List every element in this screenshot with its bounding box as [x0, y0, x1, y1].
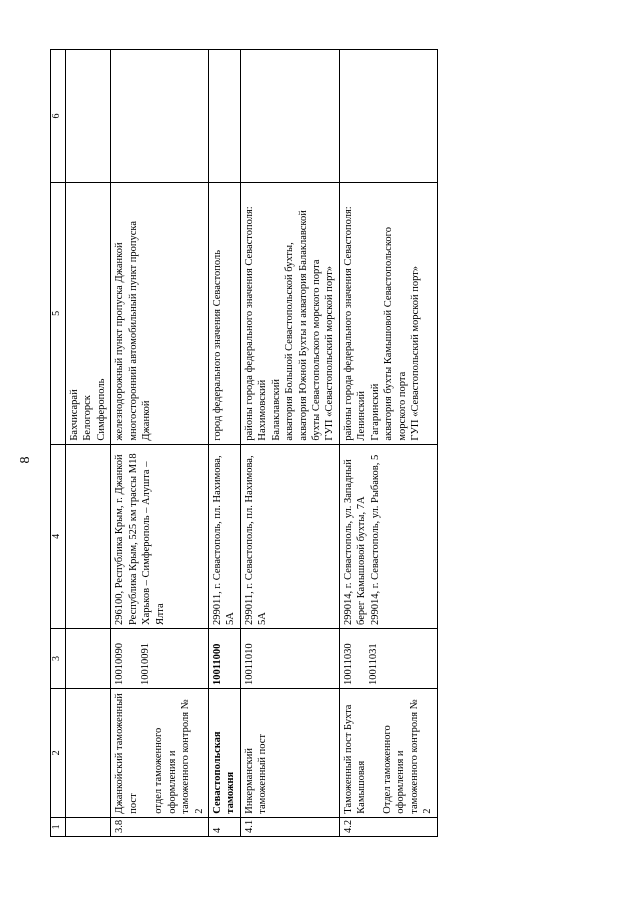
cell-name	[208, 689, 240, 818]
code-line: 10010091	[139, 643, 151, 686]
code-line: 10011030	[342, 643, 354, 686]
cell-address	[66, 444, 111, 628]
cell-address	[111, 444, 209, 628]
cell-note	[240, 50, 339, 183]
cell-num: 4.1	[240, 817, 339, 836]
cell-num: 3.8	[111, 817, 209, 836]
address-line: 299011, г. Севастополь, пл. Нахимова, 5А	[243, 455, 269, 626]
cell-area	[66, 183, 111, 445]
code-line: 10010090	[114, 643, 126, 686]
address-line: 296100, Республика Крым, г. Джанкой	[114, 454, 126, 626]
name-line: Таможенный пост Бухта Камышовая	[342, 704, 368, 814]
area-line: районы города федерального значения Севастополя:	[243, 206, 255, 441]
cell-code	[66, 629, 111, 689]
table-header-row	[51, 50, 66, 837]
table-row	[66, 50, 111, 837]
rotated-table-wrapper	[50, 49, 610, 837]
area-line: Гагаринский	[369, 383, 381, 441]
cell-code	[240, 629, 339, 689]
cell-area	[240, 183, 339, 445]
cell-name	[339, 689, 437, 818]
area-line: ГУП «Севастопольский морской порт»	[324, 265, 336, 441]
area-line: Ленинский	[356, 391, 368, 441]
cell-note	[66, 50, 111, 183]
cell-num: 4	[208, 817, 240, 836]
area-line: Бахчисарай	[69, 389, 80, 441]
name-line: Севастопольская таможня	[211, 731, 237, 814]
cell-address	[208, 444, 240, 628]
area-line: железнодорожный пункт пропуска Джанкой	[114, 242, 126, 441]
cell-code	[339, 629, 437, 689]
area-line: акватория бухты Камышовой Севастопольского морского порта	[383, 227, 408, 441]
table-row	[208, 50, 240, 837]
cell-address	[240, 444, 339, 628]
table-row	[339, 50, 437, 837]
cell-note	[208, 50, 240, 183]
cell-note	[339, 50, 437, 183]
header-col-6: 6	[51, 50, 66, 183]
area-line: ГУП «Севастопольский морской порт»	[410, 265, 422, 441]
cell-name	[240, 689, 339, 818]
header-col-4: 4	[51, 444, 66, 628]
cell-note	[111, 50, 209, 183]
area-line: город федерального значения Севастополь	[211, 249, 223, 441]
cell-code	[111, 629, 209, 689]
address-line: 299011, г. Севастополь, пл. Нахимова, 5А	[211, 455, 237, 626]
name-line: Джанкойский таможенный пост	[114, 693, 139, 814]
area-line: акватория Южной Бухты и акватория Балаклавской бухты Севастопольского морского порта	[297, 210, 322, 441]
address-line: 299014, г. Севастополь, ул. Западный берег Камышовой бухты, 7А	[342, 459, 368, 626]
area-line: районы города федерального значения Севастополя:	[342, 206, 354, 441]
area-line: Белогорск	[82, 395, 94, 441]
address-line: Республика Крым, 525 км трассы М18 Харьков – Симферополь – Алушта – Ялта	[127, 453, 166, 626]
table-row	[111, 50, 209, 837]
area-line: Симферополь	[95, 378, 107, 441]
header-col-1: 1	[51, 817, 66, 836]
cell-address	[339, 444, 437, 628]
code-line: 10011000	[211, 643, 223, 686]
code-line: 10011010	[243, 643, 255, 686]
cell-area	[208, 183, 240, 445]
address-line: 299014, г. Севастополь, ул. Рыбаков, 5	[369, 454, 381, 626]
header-col-2: 2	[51, 689, 66, 818]
name-line: Инкерманский таможенный пост	[243, 733, 269, 814]
cell-code	[208, 629, 240, 689]
cell-num	[66, 817, 111, 836]
area-line: Нахимовский	[257, 379, 269, 441]
area-line: акватория Большой Севастопольской бухты,	[284, 242, 296, 441]
cell-name	[111, 689, 209, 818]
cell-area	[111, 183, 209, 445]
header-col-3: 3	[51, 629, 66, 689]
area-line: многосторонний автомобильный пункт пропуска Джанкой	[127, 221, 153, 441]
name-line: отдел таможенного оформления и таможенного контроля № 2	[153, 699, 205, 814]
code-line: 10011031	[368, 643, 380, 686]
cell-num: 4.2	[339, 817, 437, 836]
page-number: 8	[18, 456, 33, 464]
cell-area	[339, 183, 437, 445]
name-line: Отдел таможенного оформления и таможенного контроля № 2	[381, 699, 434, 814]
customs-table	[50, 49, 438, 837]
area-line: Балаклавский	[270, 379, 282, 441]
table-row	[240, 50, 339, 837]
header-col-5: 5	[51, 183, 66, 445]
cell-name	[66, 689, 111, 818]
